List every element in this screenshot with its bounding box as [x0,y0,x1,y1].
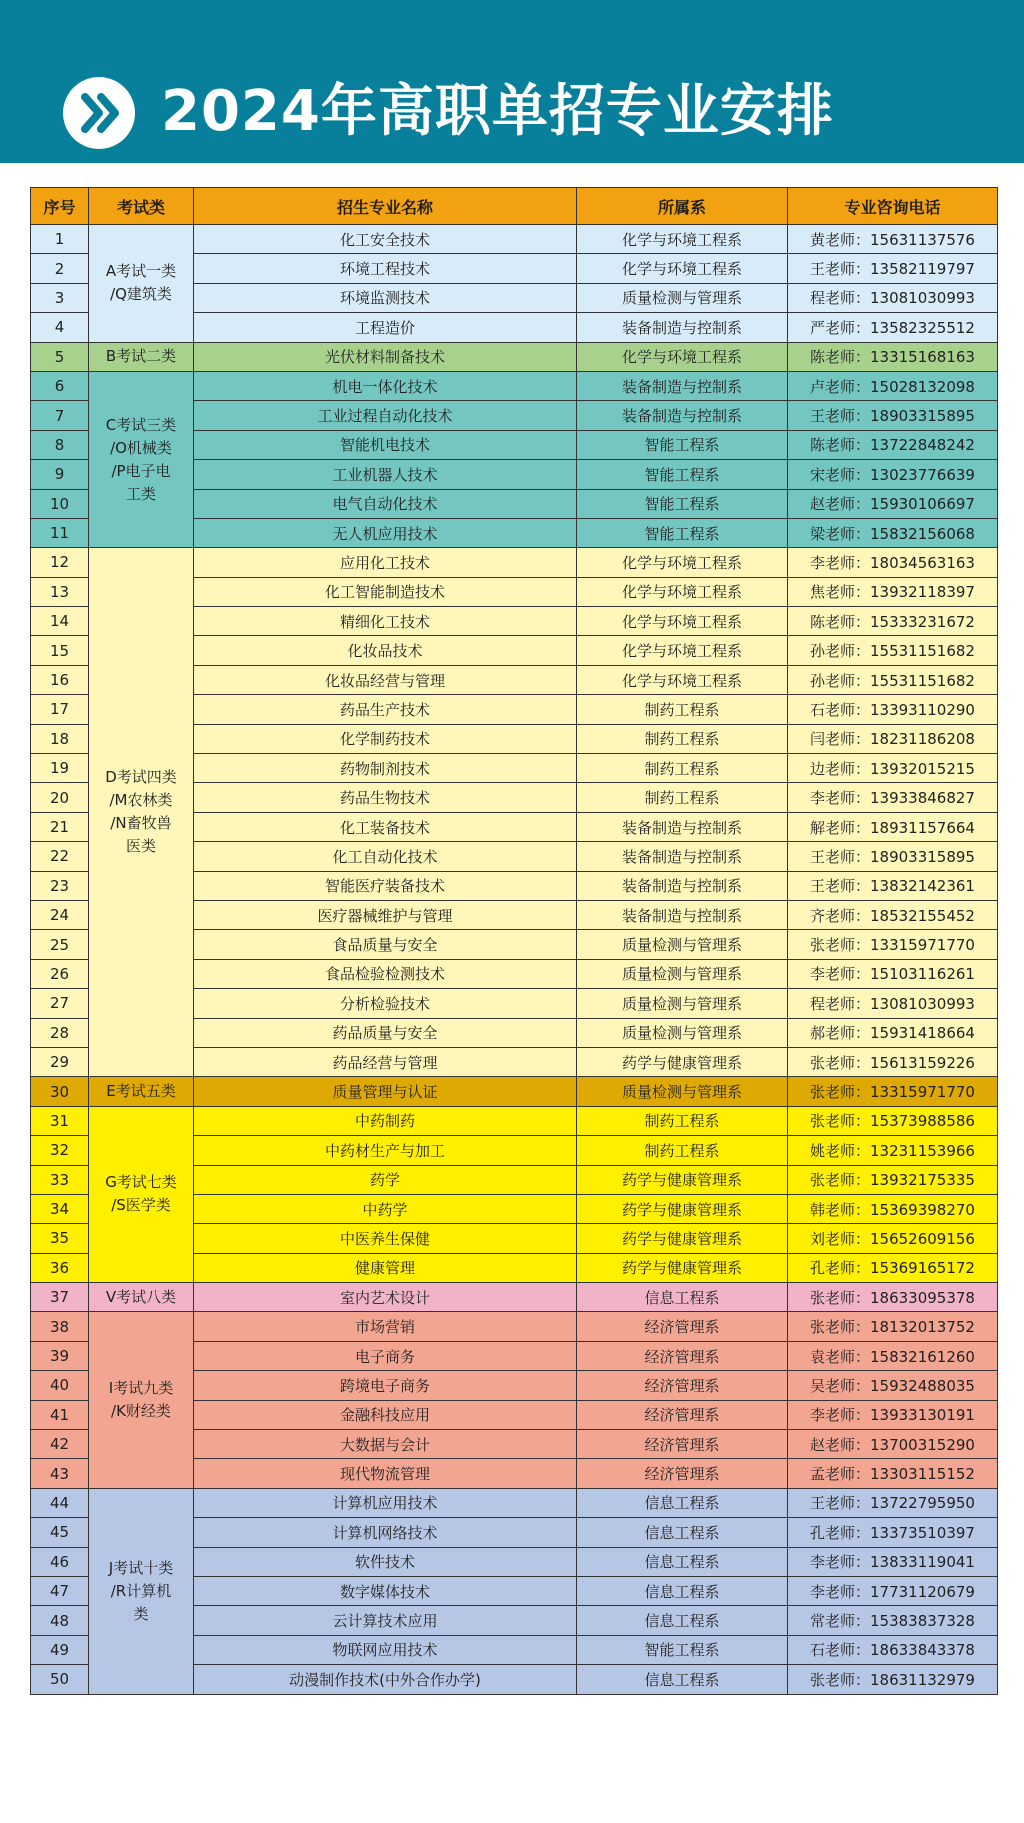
department: 化学与环境工程系 [577,607,788,636]
major-name: 物联网应用技术 [194,1635,577,1664]
major-name: 软件技术 [194,1547,577,1576]
major-name: 市场营销 [194,1312,577,1341]
major-table [30,187,998,1695]
consult-phone: 赵老师：15930106697 [788,489,998,518]
department: 制药工程系 [577,783,788,812]
row-number: 13 [31,577,89,606]
row-number: 49 [31,1635,89,1664]
consult-phone: 张老师：15613159226 [788,1047,998,1076]
department: 经济管理系 [577,1459,788,1488]
consult-phone: 孔老师：15369165172 [788,1253,998,1282]
consult-phone: 严老师：13582325512 [788,313,998,342]
department: 智能工程系 [577,1635,788,1664]
consult-phone: 黄老师：15631137576 [788,225,998,254]
exam-category: C考试三类 /O机械类 /P电子电 工类 [89,371,194,547]
major-name: 药品经营与管理 [194,1047,577,1076]
consult-phone: 石老师：18633843378 [788,1635,998,1664]
row-number: 43 [31,1459,89,1488]
department: 质量检测与管理系 [577,1018,788,1047]
department: 制药工程系 [577,695,788,724]
row-number: 42 [31,1430,89,1459]
department: 智能工程系 [577,489,788,518]
exam-category: A考试一类 /Q建筑类 [89,225,194,343]
consult-phone: 梁老师：15832156068 [788,518,998,547]
row-number: 34 [31,1194,89,1223]
table-row [31,1077,998,1106]
department: 药学与健康管理系 [577,1194,788,1223]
consult-phone: 孟老师：13303115152 [788,1459,998,1488]
major-name: 应用化工技术 [194,548,577,577]
department: 质量检测与管理系 [577,989,788,1018]
department: 智能工程系 [577,518,788,547]
major-name: 跨境电子商务 [194,1371,577,1400]
row-number: 10 [31,489,89,518]
consult-phone: 姚老师：13231153966 [788,1136,998,1165]
row-number: 23 [31,871,89,900]
major-name: 室内艺术设计 [194,1283,577,1312]
row-number: 41 [31,1400,89,1429]
row-number: 31 [31,1106,89,1135]
row-number: 18 [31,724,89,753]
major-name: 化工装备技术 [194,812,577,841]
major-name: 工程造价 [194,313,577,342]
table-row [31,1106,998,1135]
department: 装备制造与控制系 [577,842,788,871]
row-number: 3 [31,283,89,312]
row-number: 47 [31,1576,89,1605]
department: 药学与健康管理系 [577,1047,788,1076]
row-number: 27 [31,989,89,1018]
table-row [31,1488,998,1517]
department: 信息工程系 [577,1576,788,1605]
table-body [31,225,998,1695]
department: 药学与健康管理系 [577,1165,788,1194]
major-name: 光伏材料制备技术 [194,342,577,371]
row-number: 39 [31,1341,89,1370]
consult-phone: 张老师：13315971770 [788,930,998,959]
department: 信息工程系 [577,1488,788,1517]
table-row [31,1312,998,1341]
col-header-no: 序号 [31,188,89,225]
department: 装备制造与控制系 [577,313,788,342]
row-number: 14 [31,607,89,636]
row-number: 50 [31,1665,89,1694]
table-row [31,371,998,400]
page-title: 2024年高职单招专业安排 [161,79,834,144]
major-name: 化工安全技术 [194,225,577,254]
consult-phone: 边老师：13932015215 [788,754,998,783]
major-name: 分析检验技术 [194,989,577,1018]
department: 质量检测与管理系 [577,959,788,988]
department: 药学与健康管理系 [577,1253,788,1282]
row-number: 35 [31,1224,89,1253]
consult-phone: 孙老师：15531151682 [788,665,998,694]
major-name: 化妆品技术 [194,636,577,665]
row-number: 45 [31,1518,89,1547]
col-header-phone: 专业咨询电话 [788,188,998,225]
major-name: 现代物流管理 [194,1459,577,1488]
major-name: 智能机电技术 [194,430,577,459]
department: 装备制造与控制系 [577,812,788,841]
department: 经济管理系 [577,1400,788,1429]
consult-phone: 李老师：13833119041 [788,1547,998,1576]
row-number: 25 [31,930,89,959]
exam-category: G考试七类 /S医学类 [89,1106,194,1282]
row-number: 46 [31,1547,89,1576]
consult-phone: 张老师：18631132979 [788,1665,998,1694]
consult-phone: 李老师：13933130191 [788,1400,998,1429]
department: 信息工程系 [577,1518,788,1547]
exam-category: J考试十类 /R计算机 类 [89,1488,194,1694]
major-name: 数字媒体技术 [194,1576,577,1605]
major-name: 电子商务 [194,1341,577,1370]
consult-phone: 石老师：13393110290 [788,695,998,724]
row-number: 19 [31,754,89,783]
consult-phone: 吴老师：15932488035 [788,1371,998,1400]
consult-phone: 常老师：15383837328 [788,1606,998,1635]
major-name: 动漫制作技术(中外合作办学) [194,1665,577,1694]
major-name: 质量管理与认证 [194,1077,577,1106]
row-number: 36 [31,1253,89,1282]
table-header-row [31,188,998,225]
consult-phone: 宋老师：13023776639 [788,460,998,489]
row-number: 28 [31,1018,89,1047]
major-name: 中药学 [194,1194,577,1223]
col-header-dept: 所属系 [577,188,788,225]
department: 化学与环境工程系 [577,665,788,694]
department: 制药工程系 [577,754,788,783]
row-number: 7 [31,401,89,430]
major-name: 无人机应用技术 [194,518,577,547]
row-number: 40 [31,1371,89,1400]
row-number: 38 [31,1312,89,1341]
row-number: 22 [31,842,89,871]
consult-phone: 张老师：18132013752 [788,1312,998,1341]
consult-phone: 张老师：15373988586 [788,1106,998,1135]
row-number: 4 [31,313,89,342]
exam-category: D考试四类 /M农林类 /N畜牧兽 医类 [89,548,194,1077]
department: 化学与环境工程系 [577,548,788,577]
col-header-category: 考试类 [89,188,194,225]
major-name: 化妆品经营与管理 [194,665,577,694]
major-name: 中医养生保健 [194,1224,577,1253]
consult-phone: 赵老师：13700315290 [788,1430,998,1459]
consult-phone: 王老师：13722795950 [788,1488,998,1517]
row-number: 44 [31,1488,89,1517]
consult-phone: 程老师：13081030993 [788,283,998,312]
double-chevron-right-icon [63,77,135,149]
table-row [31,1283,998,1312]
row-number: 2 [31,254,89,283]
department: 智能工程系 [577,430,788,459]
consult-phone: 孔老师：13373510397 [788,1518,998,1547]
consult-phone: 焦老师：13932118397 [788,577,998,606]
table-row [31,548,998,577]
major-name: 食品检验检测技术 [194,959,577,988]
consult-phone: 陈老师：15333231672 [788,607,998,636]
major-name: 环境监测技术 [194,283,577,312]
consult-phone: 齐老师：18532155452 [788,900,998,929]
department: 化学与环境工程系 [577,342,788,371]
major-name: 精细化工技术 [194,607,577,636]
consult-phone: 王老师：18903315895 [788,401,998,430]
consult-phone: 张老师：13932175335 [788,1165,998,1194]
consult-phone: 王老师：18903315895 [788,842,998,871]
major-name: 健康管理 [194,1253,577,1282]
department: 制药工程系 [577,724,788,753]
row-number: 11 [31,518,89,547]
row-number: 15 [31,636,89,665]
department: 装备制造与控制系 [577,371,788,400]
major-name: 医疗器械维护与管理 [194,900,577,929]
major-name: 食品质量与安全 [194,930,577,959]
row-number: 48 [31,1606,89,1635]
consult-phone: 郝老师：15931418664 [788,1018,998,1047]
major-name: 药品生物技术 [194,783,577,812]
row-number: 1 [31,225,89,254]
major-name: 机电一体化技术 [194,371,577,400]
row-number: 12 [31,548,89,577]
consult-phone: 卢老师：15028132098 [788,371,998,400]
exam-category: E考试五类 [89,1077,194,1106]
department: 化学与环境工程系 [577,225,788,254]
row-number: 16 [31,665,89,694]
row-number: 30 [31,1077,89,1106]
department: 化学与环境工程系 [577,254,788,283]
major-name: 计算机网络技术 [194,1518,577,1547]
major-name: 云计算技术应用 [194,1606,577,1635]
department: 质量检测与管理系 [577,930,788,959]
major-name: 环境工程技术 [194,254,577,283]
major-name: 中药材生产与加工 [194,1136,577,1165]
exam-category: B考试二类 [89,342,194,371]
department: 装备制造与控制系 [577,871,788,900]
consult-phone: 王老师：13582119797 [788,254,998,283]
department: 经济管理系 [577,1341,788,1370]
row-number: 26 [31,959,89,988]
consult-phone: 袁老师：15832161260 [788,1341,998,1370]
row-number: 5 [31,342,89,371]
row-number: 21 [31,812,89,841]
row-number: 33 [31,1165,89,1194]
table-row [31,342,998,371]
department: 装备制造与控制系 [577,900,788,929]
row-number: 20 [31,783,89,812]
table-row [31,225,998,254]
row-number: 8 [31,430,89,459]
department: 装备制造与控制系 [577,401,788,430]
major-name: 大数据与会计 [194,1430,577,1459]
row-number: 6 [31,371,89,400]
department: 质量检测与管理系 [577,1077,788,1106]
consult-phone: 李老师：17731120679 [788,1576,998,1605]
major-name: 金融科技应用 [194,1400,577,1429]
major-name: 药品质量与安全 [194,1018,577,1047]
major-name: 计算机应用技术 [194,1488,577,1517]
consult-phone: 陈老师：13315168163 [788,342,998,371]
major-name: 药学 [194,1165,577,1194]
department: 智能工程系 [577,460,788,489]
department: 信息工程系 [577,1547,788,1576]
consult-phone: 韩老师：15369398270 [788,1194,998,1223]
department: 化学与环境工程系 [577,577,788,606]
department: 信息工程系 [577,1283,788,1312]
consult-phone: 张老师：13315971770 [788,1077,998,1106]
consult-phone: 李老师：18034563163 [788,548,998,577]
consult-phone: 解老师：18931157664 [788,812,998,841]
department: 信息工程系 [577,1665,788,1694]
col-header-major: 招生专业名称 [194,188,577,225]
major-name: 智能医疗装备技术 [194,871,577,900]
department: 经济管理系 [577,1371,788,1400]
consult-phone: 王老师：13832142361 [788,871,998,900]
header-banner [0,0,1024,163]
consult-phone: 孙老师：15531151682 [788,636,998,665]
row-number: 9 [31,460,89,489]
exam-category: V考试八类 [89,1283,194,1312]
consult-phone: 闫老师：18231186208 [788,724,998,753]
row-number: 17 [31,695,89,724]
department: 信息工程系 [577,1606,788,1635]
major-name: 药物制剂技术 [194,754,577,783]
consult-phone: 李老师：15103116261 [788,959,998,988]
department: 制药工程系 [577,1106,788,1135]
major-name: 工业机器人技术 [194,460,577,489]
exam-category: I考试九类 /K财经类 [89,1312,194,1488]
major-name: 工业过程自动化技术 [194,401,577,430]
department: 质量检测与管理系 [577,283,788,312]
row-number: 29 [31,1047,89,1076]
department: 药学与健康管理系 [577,1224,788,1253]
department: 经济管理系 [577,1312,788,1341]
department: 化学与环境工程系 [577,636,788,665]
consult-phone: 陈老师：13722848242 [788,430,998,459]
consult-phone: 张老师：18633095378 [788,1283,998,1312]
consult-phone: 李老师：13933846827 [788,783,998,812]
major-name: 药品生产技术 [194,695,577,724]
consult-phone: 程老师：13081030993 [788,989,998,1018]
major-name: 化学制药技术 [194,724,577,753]
department: 制药工程系 [577,1136,788,1165]
consult-phone: 刘老师：15652609156 [788,1224,998,1253]
major-name: 化工智能制造技术 [194,577,577,606]
major-name: 化工自动化技术 [194,842,577,871]
major-name: 电气自动化技术 [194,489,577,518]
row-number: 32 [31,1136,89,1165]
department: 经济管理系 [577,1430,788,1459]
major-name: 中药制药 [194,1106,577,1135]
row-number: 24 [31,900,89,929]
row-number: 37 [31,1283,89,1312]
